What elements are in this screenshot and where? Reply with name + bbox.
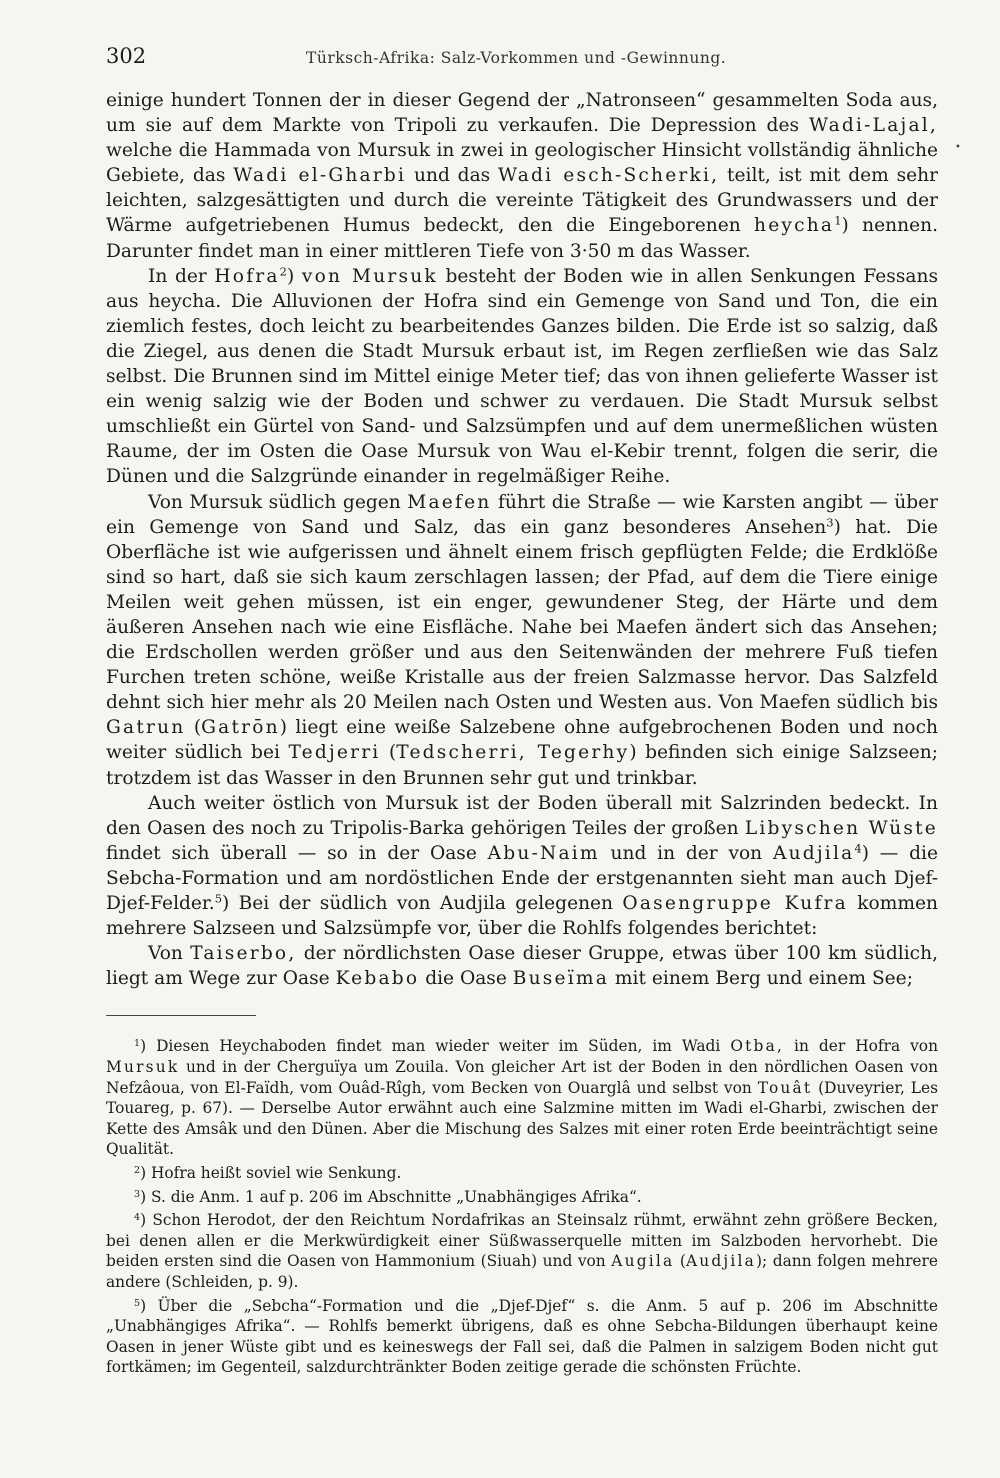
paragraph-1: einige hundert Tonnen der in dieser Gegend der „Natronseen“ gesammelten Soda aus, um sie auf dem Markte von Tripoli zu verkaufen. Die Depression des Wadi-Lajal, welche die Hammada von Mursuk in zwei in geologischer Hinsicht vollständig ähnliche Gebiete, das Wadi el-Gharbi und das Wadi esch-Scherki, teilt, ist mit dem sehr leichten, salzgesättigten und durch die vereinte Tätigkeit des Grundwassers und der Wärme aufgetriebenen Humus bedeckt, den die Eingeborenen heycha$^1$) nennen. Darunter findet man in einer mittleren Tiefe von 3·50 m das Wasser. xyxy=(106,90,938,262)
footnote-ref-4: 4 xyxy=(854,841,862,856)
footnote-ref-3: 3 xyxy=(826,515,834,530)
footnote-ref-1: 1 xyxy=(834,214,842,229)
main-text xyxy=(106,88,938,991)
running-title: Türksch-Afrika: Salz-Vorkommen und -Gewinnung. xyxy=(306,49,727,67)
margin-dot: • xyxy=(955,142,961,153)
footnote-5: $^5$) Über die „Sebcha“-Formation und die „Djef-Djef“ s. die Anm. 5 auf p. 206 im Abschnitte „Unabhängiges Afrika“. — Rohlfs bemerkt übrigens, daß es ohne Sebcha-Bildungen überhaupt keine Oasen in jener Wüste gibt und es keineswegs der Fall sei, daß die Palmen in salzigem Boden nicht gut fortkämen; im Gegenteil, salzdurchtränkter Boden zeitige gerade die schönsten Früchte. xyxy=(106,1296,938,1377)
footnote-4: $^4$) Schon Herodot, der den Reichtum Nordafrikas an Steinsalz rühmt, erwähnt zehn größere Becken, bei denen allen er die Merkwürdigkeit einer Süßwasserquelle mitten im Salzboden hervorhebt. Die beiden ersten sind die Oasen von Hammonium (Siuah) und von Augila (Audjila); dann folgen mehrere andere (Schleiden, p. 9). xyxy=(106,1211,938,1291)
paragraph-2: In der Hofra$^2$) von Mursuk besteht der Boden wie in allen Senkungen Fessans aus heycha. Die Alluvionen der Hofra sind ein Gemenge von Sand und Ton, die ein ziemlich festes, doch leicht zu bearbeitendes Ganzes bilden. Die Erde ist so salzig, daß die Ziegel, aus denen die Stadt Mursuk erbaut ist, im Regen zerfließen wie das Salz selbst. Die Brunnen sind im Mittel einige Meter tief; das von ihnen gelieferte Wasser ist ein wenig salzig wie der Boden und schwer zu verdauen. Die Stadt Mursuk selbst umschließt ein Gürtel von Sand- und Salzsümpfen und auf dem unermeßlichen wüsten Raume, der im Osten die Oase Mursuk von Wau el-Kebir trennt, folgen die serir, die Dünen und die Salzgründe einander in regelmäßiger Reihe. xyxy=(106,264,938,488)
footnote-divider xyxy=(106,1015,256,1016)
paragraph-5: Von Taiserbo, der nördlichsten Oase dieser Gruppe, etwas über 100 km südlich, liegt am Wege zur Oase Kebabo die Oase Buseïma mit einem Berg und einem See; xyxy=(106,943,938,990)
footnotes xyxy=(106,1036,938,1378)
footnote-ref-5: 5 xyxy=(214,891,223,906)
footnote-2: $^2$) Hofra heißt soviel wie Senkung. xyxy=(134,1163,402,1182)
page-header xyxy=(106,44,938,78)
paragraph-3: Von Mursuk südlich gegen Maefen führt die Straße — wie Karsten angibt — über ein Gemenge von Sand und Salz, das ein ganz besonderes Ansehen$^3$) hat. Die Oberfläche ist wie aufgerissen und ähnelt einem frisch gepflügten Felde; die Erdklöße sind so hart, daß sie sich kaum zerschlagen lassen; der Pfad, auf dem die Tiere einige Meilen weit gehen müssen, ist ein enger, gewundener Steg, der Härte und dem äußeren Ansehen nach wie eine Eisfläche. Nahe bei Maefen ändert sich das Ansehen; die Erdschollen werden größer und aus den Seitenwänden der mehrere Fuß tiefen Furchen treten schöne, weiße Kristalle aus der freien Salzmasse hervor. Das Salzfeld dehnt sich hier mehr als 20 Meilen nach Osten und Westen aus. Von Maefen südlich bis Gatrun (Gatrōn) liegt eine weiße Salzebene ohne aufgebrochenen Boden und noch weiter südlich bei Tedjerri (Tedscherri, Tegerhy) befinden sich einige Salzseen; trotzdem ist das Wasser in den Brunnen sehr gut und trinkbar. xyxy=(106,491,939,789)
footnote-3: $^3$) S. die Anm. 1 auf p. 206 im Abschnitte „Unabhängiges Afrika“. xyxy=(134,1187,642,1206)
footnote-1: $^1$) Diesen Heychaboden findet man wieder weiter im Süden, im Wadi Otba, in der Hofra von Mursuk und in der Cherguïya um Zouila. Von gleicher Art ist der Boden in den nördlichen Oasen von Nefzâoua, von El-Faïdh, vom Ouâd-Rîgh, vom Becken von Ouarglâ und selbst von Touât (Duveyrier, Les Touareg, p. 67). — Derselbe Autor erwähnt auch eine Salzmine mitten im Wadi el-Gharbi, zwischen der Kette des Amsâk und den Dünen. Aber die Mischung des Salzes mit einer roten Erde beeinträchtigt seine Qualität. xyxy=(106,1037,938,1159)
page-number: 302 xyxy=(106,44,147,68)
paragraph-4: Auch weiter östlich von Mursuk ist der Boden überall mit Salzrinden bedeckt. In den Oasen des noch zu Tripolis-Barka gehörigen Teiles der großen Libyschen Wüste findet sich überall — so in der Oase Abu-Naim und in der von Audjila$^4$) — die Sebcha-Formation und am nordöstlichen Ende der erstgenannten sieht man auch Djef-Djef-Felder.$^5$) Bei der südlich von Audjila gelegenen Oasengruppe Kufra kommen mehrere Salzseen und Salzsümpfe vor, über die Rohlfs folgendes berichtet: xyxy=(106,792,938,940)
footnote-ref-2: 2 xyxy=(279,264,287,279)
